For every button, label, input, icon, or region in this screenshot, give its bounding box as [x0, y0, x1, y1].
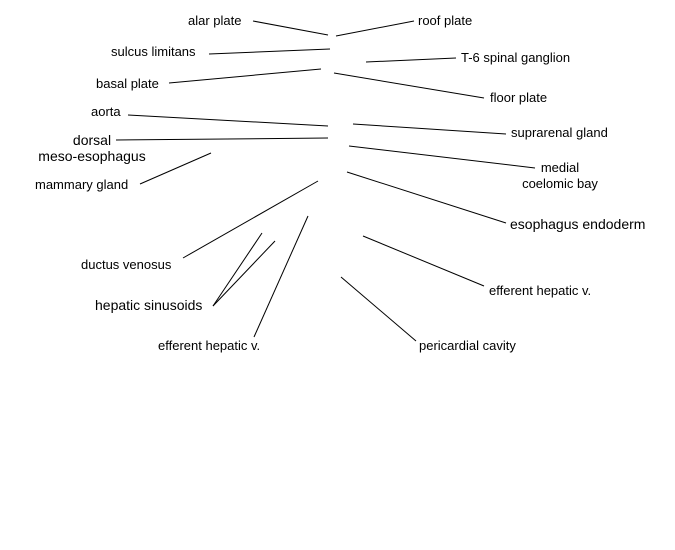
label-esophagus-endoderm: esophagus endoderm: [510, 216, 646, 232]
leader-basal-plate: [169, 69, 321, 83]
leader-medial-coelomic-bay: [349, 146, 535, 168]
leader-pericardial-cavity: [341, 277, 416, 341]
label-hepatic-sinusoids: hepatic sinusoids: [95, 297, 203, 313]
leader-efferent-hepatic-v-right: [363, 236, 484, 286]
label-basal-plate: basal plate: [96, 76, 159, 91]
leader-aorta: [128, 115, 328, 126]
label-dorsal-meso-esophagus-line1: dorsal: [72, 132, 112, 148]
leader-efferent-hepatic-v-left: [254, 216, 308, 337]
leader-roof-plate: [336, 21, 414, 36]
label-suprarenal-gland: suprarenal gland: [511, 125, 608, 140]
label-ductus-venosus: ductus venosus: [81, 257, 172, 272]
label-sulcus-limitans: sulcus limitans: [111, 44, 196, 59]
label-dorsal-meso-esophagus: [34, 132, 150, 164]
leader-ductus-venosus: [183, 181, 318, 258]
label-efferent-hepatic-v-right: efferent hepatic v.: [489, 283, 592, 298]
leader-sulcus-limitans: [209, 49, 330, 54]
label-roof-plate: roof plate: [418, 13, 473, 28]
label-medial-coelomic-bay-line1: medial: [540, 160, 580, 175]
label-aorta: aorta: [91, 104, 121, 119]
leader-floor-plate: [334, 73, 484, 98]
leader-esophagus-endoderm: [347, 172, 506, 223]
leader-mammary-gland: [140, 153, 211, 184]
leader-hepatic-sinusoids-lower: [213, 241, 275, 306]
label-alar-plate: alar plate: [188, 13, 242, 28]
leader-hepatic-sinusoids-upper: [213, 233, 262, 306]
label-mammary-gland: mammary gland: [35, 177, 129, 192]
leader-alar-plate: [253, 21, 328, 35]
leader-suprarenal-gland: [353, 124, 506, 134]
label-medial-coelomic-bay: [510, 160, 610, 192]
leader-t6-spinal-ganglion: [366, 58, 456, 62]
label-floor-plate: floor plate: [490, 90, 548, 105]
label-medial-coelomic-bay-line2: coelomic bay: [522, 176, 598, 191]
label-efferent-hepatic-v-left: efferent hepatic v.: [158, 338, 261, 353]
label-dorsal-meso-esophagus-line2: meso-esophagus: [38, 148, 146, 164]
label-pericardial-cavity: pericardial cavity: [419, 338, 516, 353]
label-t6-spinal-ganglion: T-6 spinal ganglion: [461, 50, 571, 65]
